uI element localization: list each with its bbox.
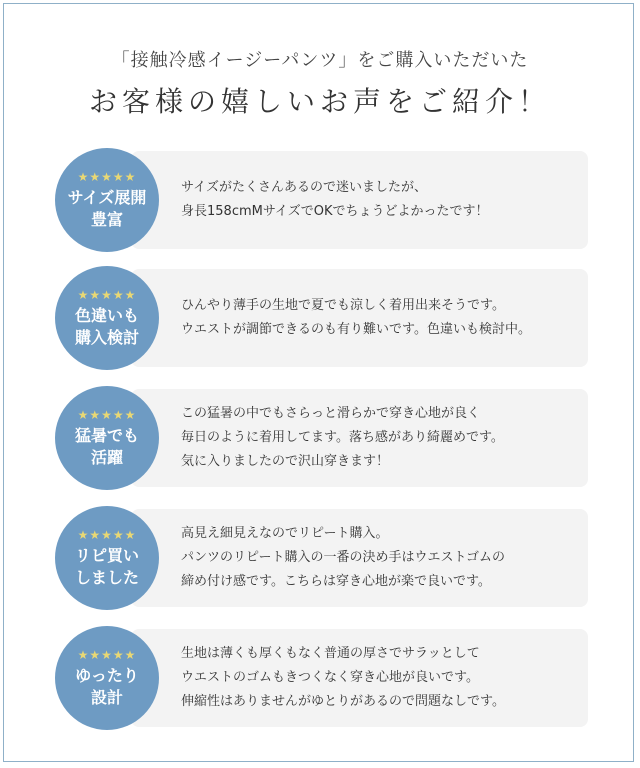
review-text-line: 気に入りましたので沢山穿きます！ — [181, 454, 390, 469]
review-text-line: ウエストが調節できるのも有り難いです。色違いも検討中。 — [181, 322, 531, 337]
star-rating-icon: ★★★★★ — [77, 648, 137, 662]
review-badge-label: サイズ展開 豊富 — [67, 188, 147, 229]
star-rating-icon: ★★★★★ — [77, 288, 137, 302]
review-badge — [55, 506, 159, 610]
review-text-line: サイズがたくさんあるので迷いましたが、 — [181, 180, 427, 195]
review-badge-label: 猛暑でも 活躍 — [74, 426, 139, 467]
review-badge-label: ゆったり 設計 — [75, 666, 139, 707]
review-badge — [55, 626, 159, 730]
page-title: お客様の嬉しいお声をご紹介！ — [88, 85, 551, 118]
review-text-line: 伸縮性はありませんがゆとりがあるので問題なしです。 — [181, 694, 505, 709]
review-text-bubble — [131, 389, 588, 487]
review-card — [55, 506, 590, 610]
review-card — [55, 386, 590, 490]
review-text-line: 身長158cmMサイズでOKでちょうどよかったです！ — [181, 204, 489, 219]
review-text-line: この猛暑の中でもさらっと滑らかで穿き心地が良く — [181, 406, 481, 421]
review-text-line: 締め付け感です。こちらは穿き心地が楽で良いです。 — [181, 574, 491, 589]
review-text-line: ひんやり薄手の生地で夏でも涼しく着用出来そうです。 — [181, 298, 505, 313]
review-text-line: ウエストのゴムもきつくなく穿き心地が良いです。 — [181, 670, 479, 685]
review-text-bubble — [131, 629, 588, 727]
star-rating-icon: ★★★★★ — [77, 408, 137, 422]
review-badge-label: リピ買い しました — [74, 546, 139, 587]
review-text-line: 高見え細見えなのでリピート購入。 — [181, 526, 389, 541]
review-text-line: 生地は薄くも厚くもなく普通の厚さでサラッとして — [181, 646, 480, 661]
review-text-bubble — [131, 269, 588, 367]
review-badge-label: 色違いも 購入検討 — [74, 306, 139, 347]
review-card — [55, 148, 590, 252]
review-badge — [55, 148, 159, 252]
review-card — [55, 626, 590, 730]
review-text-bubble — [131, 151, 588, 249]
review-text-bubble — [131, 509, 588, 607]
review-text-line: 毎日のように着用してます。落ち感があり綺麗めです。 — [181, 430, 504, 445]
review-badge — [55, 266, 159, 370]
review-text-line: パンツのリピート購入の一番の決め手はウエストゴムの — [181, 550, 505, 565]
review-badge — [55, 386, 159, 490]
star-rating-icon: ★★★★★ — [77, 170, 137, 184]
page-subtitle: 「接触冷感イージーパンツ」をご購入いただいた — [111, 50, 529, 71]
star-rating-icon: ★★★★★ — [77, 528, 137, 542]
review-card — [55, 266, 590, 370]
